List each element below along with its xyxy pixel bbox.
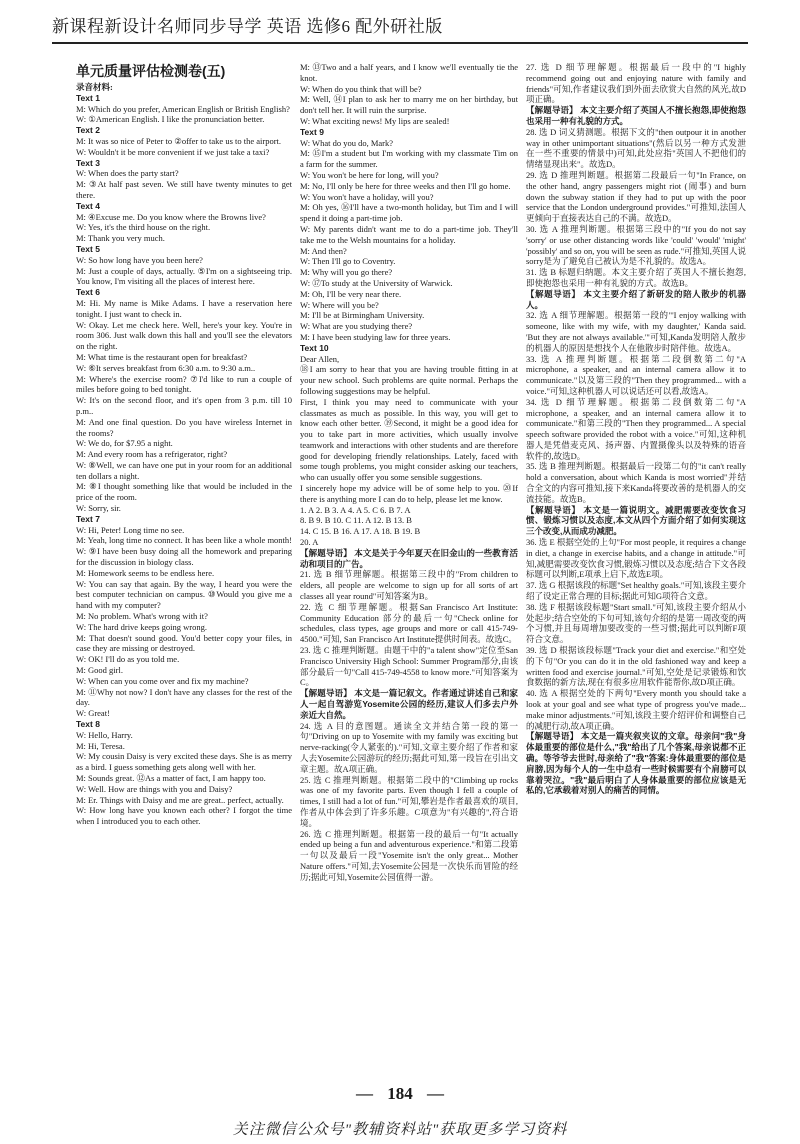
text-line: M: ④Excuse me. Do you know where the Browns live? bbox=[76, 211, 266, 222]
text-line: W: Sorry, sir. bbox=[76, 503, 121, 514]
text-line: M: That doesn't sound good. You'd better copy your files, in case they are missing or destroyed. bbox=[76, 632, 292, 654]
text-line: Text 10 bbox=[300, 342, 329, 353]
text-line: Text 2 bbox=[76, 125, 100, 136]
text-line: W: It's on the second floor, and it's open from 3 p.m. till 10 p.m.. bbox=[76, 395, 292, 416]
text-line: W: Where will you be? bbox=[300, 299, 379, 310]
header-divider bbox=[52, 42, 748, 44]
text-line: M: ⑪Why not now? I don't have any classes for the rest of the day. bbox=[76, 686, 292, 708]
text-line: M: Hi. My name is Mike Adams. I have a reservation here tonight. I just want to check in. bbox=[76, 297, 292, 319]
text-line: W: Then I'll go to Coventry. bbox=[300, 256, 396, 267]
text-line: M: I have been studying law for three years. bbox=[300, 331, 451, 342]
text-line: W: ⑨I have been busy doing all the homework and preparing for the discussion in biology class. bbox=[76, 546, 292, 568]
text-line: M: Oh, I'll be very near there. bbox=[300, 288, 402, 299]
text-line: M: Yeah, long time no connect. It has been like a whole month! bbox=[76, 535, 292, 546]
text-line: 【解题导语】 本文是一篇说明文。减肥需要改变饮食习惯、锻炼习惯以及态度,本文从四个方面介绍了如何实现这三个改变,从而成功减肥。 bbox=[526, 504, 746, 537]
text-line: Text 5 bbox=[76, 243, 100, 254]
text-line: W: Yes, it's the third house on the right. bbox=[76, 222, 211, 233]
text-line: W: ⑧Well, we can have one put in your room for an additional ten dollars a night. bbox=[76, 459, 292, 481]
text-line: 【解题导语】 本文主要介绍了英国人不擅长抱怨,即使抱怨也采用一种有礼貌的方式。 bbox=[526, 105, 746, 126]
text-line: 31. 选 B 标题归纳题。本文主要介绍了英国人不擅长抱怨,即使抱怨也采用一种有礼貌的方式。故选B。 bbox=[526, 267, 746, 288]
text-line: 28. 选 D 词义猜测题。根据下文的"then outpour it in another way in other unimportant situations"(然后以另一种方式发泄在一些不重要的情景中)可知,此处应指"英国人不把他们的情绪显现出来"。故选D。 bbox=[526, 126, 746, 170]
text-line: W: Well. How are things with you and Daisy? bbox=[76, 783, 233, 794]
exam-title: 单元质量评估检测卷(五) bbox=[76, 63, 226, 79]
footer-note: 关注微信公众号"教辅资料站"获取更多学习资料 bbox=[232, 1122, 568, 1138]
text-line: W: How long have you known each other? I forgot the time when I introduced you to each other. bbox=[76, 805, 292, 827]
text-line: 21. 选 B 细节理解题。根据第三段中的"From children to elders, all people are welcome to sign up for all sorts of art classes all year round"可知答案为B。 bbox=[300, 569, 518, 602]
text-line: W: We do, for $7.95 a night. bbox=[76, 438, 173, 449]
text-line: W: Okay. Let me check here. Well, here's your key. You're in room 306. Just walk down this hall and you'll see the elevators on the right. bbox=[76, 319, 292, 352]
text-line: 【解题导语】 本文是一篇夹叙夹议的文章。母亲问"我"身体最重要的部位是什么,"我"给出了几个答案,母亲说都不正确。等爷爷去世时,母亲给了"我"答案:身体最重要的部位是肩膀,因为每个人的一生中总有一些时候需要有个肩膀可以靠着哭泣。"我"最后明白了人身体最重要的部位应该是无私的,它承载着对别人的痛苦的同情。 bbox=[526, 731, 746, 796]
text-line: M: Just a couple of days, actually. ⑤I'm on a sightseeing trip. You know, I'm visiting all the places of interest here. bbox=[76, 265, 292, 287]
text-line: W: When can you come over and fix my machine? bbox=[76, 675, 249, 686]
text-line: 32. 选 A 细节理解题。根据第一段的"'I enjoy walking with someone, like with my wife, with my daughter,' Kanda said. 'But they are not always available.'"可知,Kanda发明陪人散步的机器人的原因是想找个人在他散步时陪伴他。故选A。 bbox=[526, 310, 746, 353]
text-line: M: I'll be at Birmingham University. bbox=[300, 310, 425, 321]
text-line: M: ⑧I thought something like that would be included in the price of the room. bbox=[76, 481, 292, 503]
text-line: W: Hi, Peter! Long time no see. bbox=[76, 524, 185, 535]
text-line: M: Homework seems to be endless here. bbox=[76, 567, 215, 578]
text-line: W: My cousin Daisy is very excited these days. She is as merry as a bird. I guess something gets along well with her. bbox=[76, 751, 292, 773]
text-line: 【解题导语】 本文是一篇记叙文。作者通过讲述自己和家人一起自驾游览Yosemite公园的经历,建议人们多去户外亲近大自然。 bbox=[300, 688, 518, 720]
text-line: 【解题导语】 本文是关于今年夏天在旧金山的一些教育活动和项目的广告。 bbox=[300, 547, 518, 569]
text-line: W: OK! I'll do as you told me. bbox=[76, 654, 180, 665]
text-line: First, I think you may need to communicate with your classmates as much as possible. In this way, you will get to know each other better. ⑲Second, it might be a good idea for you to take part in more activities, which usually involve teamwork and interactions with other students and are therefore good for developing friendly relationships. Lately, faced with some tough problems, you might consider asking our teachers, who can usually offer you some sensible suggestions. bbox=[300, 396, 518, 483]
text-line: Text 6 bbox=[76, 287, 100, 298]
text-line: M: Er. Things with Daisy and me are great.. perfect, actually. bbox=[76, 794, 284, 805]
text-line: 38. 选 F 根据该段标题"Start small."可知,该段主要介绍从小处起步;结合空处的下句可知,该句介绍的是第一周改变的两个习惯,并且每周增加要改变的一些习惯;据此可以判断F项符合文意。 bbox=[526, 601, 746, 645]
text-line: 23. 选 C 推理判断题。由题干中的"a talent show"定位至San Francisco University High School: Summer Program部分,由该部分最后一句"Call 415-749-4558 to know more."可知答案为C。 bbox=[300, 645, 518, 688]
text-line: M: ⑮I'm a student but I'm working with my classmate Tim on a farm for the summer. bbox=[300, 148, 518, 170]
text-line: W: What exciting news! My lips are sealed! bbox=[300, 115, 450, 126]
text-line: M: Where's the exercise room? ⑦I'd like to run a couple of miles before going to bed tonight. bbox=[76, 373, 292, 395]
header-title: 新课程新设计名师同步导学 英语 选修6 配外研社版 bbox=[52, 17, 443, 36]
text-line: Text 7 bbox=[76, 513, 100, 524]
text-line: M: ③At half past seven. We still have twenty minutes to get there. bbox=[76, 179, 292, 200]
text-line: 8. B 9. B 10. C 11. A 12. B 13. B bbox=[300, 515, 412, 526]
text-line: Text 9 bbox=[300, 126, 324, 137]
text-line: 25. 选 C 推理判断题。根据第二段中的"Climbing up rocks was one of my favorite parts. Even though I fell a couple of times, I still had a lot of fun."可知,攀岩是作者最喜欢的项目,作者从中体会到了许多乐趣。C项意为"有兴趣的",符合语境。 bbox=[300, 774, 518, 828]
text-line: W: When do you think that will be? bbox=[300, 83, 422, 94]
text-line: 36. 选 E 根据空处的上句"For most people, it requires a change in diet, a change in exercise habits, and a change in attitude."可知,减肥需要改变饮食习惯,锻炼习惯以及态度;结合下文各段标题可以判断,E项承上启下,故选E项。 bbox=[526, 537, 746, 580]
text-line: ⑱I am sorry to hear that you are having trouble fitting in at your new school. Such problems are quite normal. Perhaps the following suggestions may be helpful. bbox=[300, 364, 518, 396]
text-line: 27. 选 D 细节理解题。根据最后一段中的"I highly recommend going out and enjoying nature with family and friends"可知,作者建议我们到外面去欣赏大自然的风光,故D项正确。 bbox=[526, 62, 746, 105]
text-line: M: No problem. What's wrong with it? bbox=[76, 611, 208, 622]
text-line: W: ⑰To study at the University of Warwick. bbox=[300, 277, 453, 288]
text-line: M: And then? bbox=[300, 245, 347, 256]
text-line: M: Which do you prefer, American English or British English? bbox=[76, 103, 290, 114]
transcript-answers-lines bbox=[300, 62, 518, 883]
text-line: W: So how long have you been here? bbox=[76, 254, 203, 265]
text-line: Text 1 bbox=[76, 92, 100, 103]
page-number: — 184 — bbox=[356, 1084, 444, 1103]
transcript-label: 录音材料: bbox=[76, 82, 113, 92]
text-line: M: And every room has a refrigerator, right? bbox=[76, 449, 228, 460]
page-number-value: 184 bbox=[387, 1084, 413, 1103]
transcript-lines bbox=[76, 93, 292, 827]
text-line: W: Wouldn't it be more convenient if we just take a taxi? bbox=[76, 146, 270, 157]
answer-explanations bbox=[526, 62, 746, 796]
text-line: Text 3 bbox=[76, 157, 100, 168]
text-line: W: ⑥It serves breakfast from 6:30 a.m. to 9:30 a.m.. bbox=[76, 362, 256, 373]
page-header bbox=[52, 12, 748, 42]
text-line: 34. 选 D 细节理解题。根据第二段倒数第二句"A microphone, a speaker, and an internal camera allow it to communicate."和第三段的"Then they programmed... A special speech software provided the robot with a voice."可知,这种机器人是凭借麦克风、扬声器、内置摄像头以及特殊的语音软件的,故选D。 bbox=[526, 396, 746, 461]
text-line: Text 4 bbox=[76, 200, 100, 211]
text-line: M: And one final question. Do you have wireless Internet in the rooms? bbox=[76, 416, 292, 438]
text-line: M: Good girl. bbox=[76, 665, 123, 676]
text-line: 20. A bbox=[300, 537, 319, 548]
text-line: 26. 选 C 推理判断题。根据第一段的最后一句"It actually ended up being a fun and adventurous experience."和第二段第一句以及最后一段"Yosemite isn't the only great... Mother Nature offers."可知,去Yosemite公园是一次快乐而冒险的经历;据此可知,Yosemite公园值得一游。 bbox=[300, 828, 518, 882]
text-line: M: ⑬Two and a half years, and I know we'll eventually tie the knot. bbox=[300, 62, 518, 83]
text-line: 35. 选 B 推理判断题。根据最后一段第二句的"it can't really hold a conversation, about which Kanda is most worried"并结合全文的内容可推知,接下来Kanda将要改善的是机器人的交流技能。故选B。 bbox=[526, 461, 746, 504]
text-line: M: Hi, Teresa. bbox=[76, 740, 125, 751]
column-middle bbox=[300, 62, 518, 1092]
text-line: 【解题导语】 本文主要介绍了新研发的陪人散步的机器人。 bbox=[526, 288, 746, 310]
text-line: 22. 选 C 细节理解题。根据San Francisco Art Institute: Community Education 部分的最后一句"Check online for schedules, class types, age groups and more or call 415-749-4500."可知, San Francisco Art Institute提供时间表。故选C。 bbox=[300, 601, 518, 645]
text-line: 30. 选 A 推理判断题。根据第三段中的"If you do not say 'sorry' or use other distancing words like 'could' 'would' 'might' 'possibly' and so on, you will be seen as rude."可推知,英国人说sorry是为了避免自己被认为是不礼貌的。故选A。 bbox=[526, 223, 746, 267]
text-line: 37. 选 G 根据该段的标题"Set healthy goals."可知,该段主要介绍了设定正常合理的目标;据此可知G项符合文意。 bbox=[526, 580, 746, 602]
text-line: W: Hello, Harry. bbox=[76, 729, 133, 740]
text-line: W: ①American English. I like the pronunciation better. bbox=[76, 114, 265, 125]
text-line: W: What do you do, Mark? bbox=[300, 137, 394, 148]
text-line: W: When does the party start? bbox=[76, 168, 179, 179]
text-line: M: Well, ⑭I plan to ask her to marry me on her birthday, but don't tell her. It will ruin the surprise. bbox=[300, 94, 518, 116]
text-line: M: What time is the restaurant open for breakfast? bbox=[76, 351, 248, 362]
text-line: 39. 选 D 根据该段标题"Track your diet and exercise."和空处的下句"Or you can do it in the old fashioned way and keep a written food and exercise journal."可知,空处是记录锻炼和饮食数据的新方法,现在有很多应用软件能帮你,故D项正确。 bbox=[526, 645, 746, 688]
text-line: W: Great! bbox=[76, 708, 110, 719]
column-left bbox=[76, 62, 292, 1092]
text-line: Text 8 bbox=[76, 719, 100, 730]
text-line: 24. 选 A 目的意图题。通读全文并结合第一段的第一句"Driving on up to Yosemite with my family was exciting but nerve-racking(令人紧张的)."可知,文章主要介绍了作者和家人去Yosemite公园游玩的经历;据此可知,第一段旨在引出文章主题。故A项正确。 bbox=[300, 720, 518, 774]
text-line: W: My parents didn't want me to do a part-time job. They'll take me to the Welsh mountains for a holiday. bbox=[300, 223, 518, 245]
text-line: 1. A 2. B 3. A 4. A 5. C 6. B 7. A bbox=[300, 504, 411, 515]
text-line: 40. 选 A 根据空处的下两句"Every month you should take a look at your goal and see what type of progress you've made... make minor adjustments."可知,该段主要介绍评价和调整自己的减肥行动,故A项正确。 bbox=[526, 688, 746, 731]
text-line: M: Thank you very much. bbox=[76, 233, 165, 244]
text-line: M: Sounds great. ⑫As a matter of fact, I am happy too. bbox=[76, 773, 266, 783]
text-line: W: What are you studying there? bbox=[300, 321, 413, 332]
text-line: M: Why will you go there? bbox=[300, 267, 393, 278]
text-line: Dear Allen, bbox=[300, 353, 340, 364]
column-right bbox=[526, 62, 746, 1092]
text-line: 33. 选 A 推理判断题。根据第二段倒数第二句"A microphone, a speaker, and an internal camera allow it to communicate."以及第三段的"Then they programmed... with a voice."可知,这种机器人可以说话还可以看,故选A。 bbox=[526, 353, 746, 396]
text-line: M: No, I'll only be here for three weeks and then I'll go home. bbox=[300, 180, 511, 191]
text-line: W: You can say that again. By the way, I heard you were the best computer technician on campus. ⑩Would you give me a hand with my computer? bbox=[76, 578, 292, 611]
text-line: M: Oh yes, ⑯I'll have a two-month holiday, but Tim and I will spend it doing a part-time job. bbox=[300, 202, 518, 224]
text-line: 29. 选 D 推理判断题。根据第二段最后一句"In France, on the other hand, angry passengers might riot (闹事) and burn down the subway station if they had to put up with the poor service that the London underground provides."可推知,法国人更倾向于直接表达自己的不满。故选D。 bbox=[526, 169, 746, 224]
text-line: I sincerely hope my advice will be of some help to you. ⑳If there is anything more I can do to help, please let me know. bbox=[300, 483, 518, 504]
text-line: 14. C 15. B 16. A 17. A 18. B 19. B bbox=[300, 526, 421, 537]
text-line: M: It was so nice of Peter to ②offer to take us to the airport. bbox=[76, 135, 282, 146]
text-line: W: You won't be here for long, will you? bbox=[300, 169, 439, 180]
text-line: W: The hard drive keeps going wrong. bbox=[76, 621, 208, 632]
text-line: W: You won't have a holiday, will you? bbox=[300, 191, 434, 202]
